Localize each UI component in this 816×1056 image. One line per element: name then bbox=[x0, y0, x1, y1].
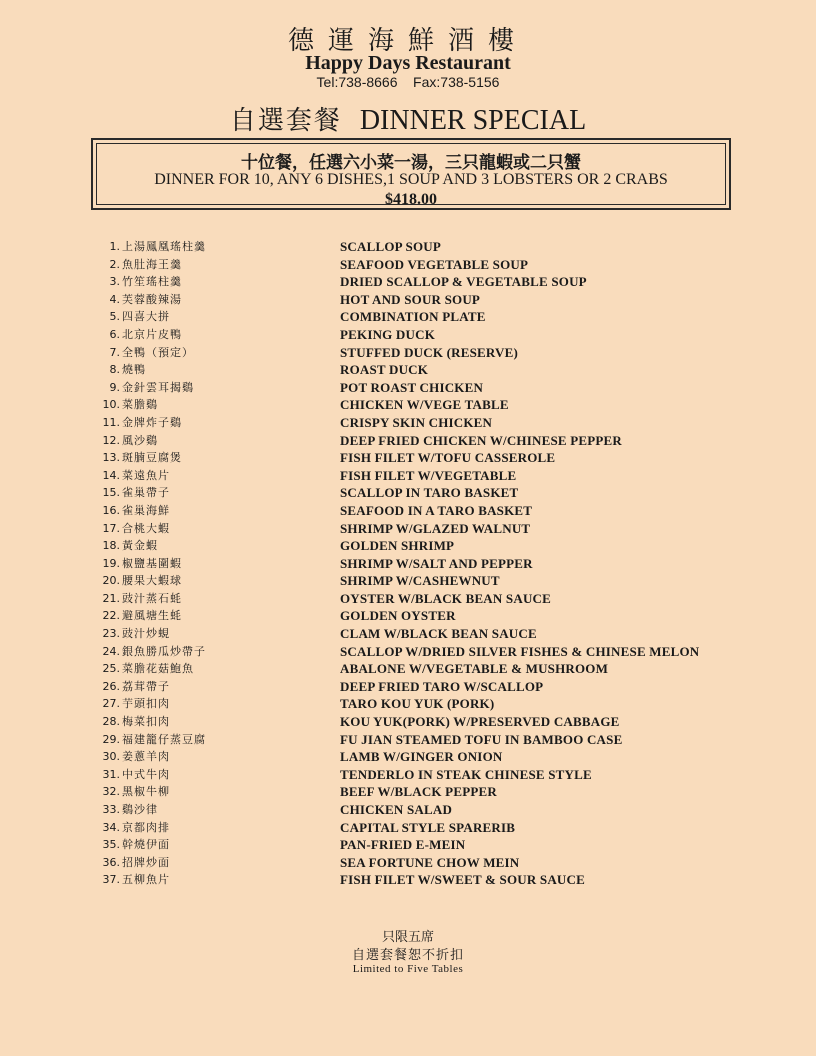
menu-item-en: FISH FILET W/SWEET & SOUR SAUCE bbox=[340, 872, 585, 888]
menu-item-number: 37. bbox=[102, 873, 120, 887]
menu-item-number: 10. bbox=[102, 398, 120, 412]
menu-item-cn: 鷄沙律 bbox=[122, 803, 158, 816]
menu-item-cn: 腰果大蝦球 bbox=[122, 574, 182, 588]
menu-item-en: DEEP FRIED TARO W/SCALLOP bbox=[340, 678, 544, 694]
menu-item-en: SCALLOP W/DRIED SILVER FISHES & CHINESE MELON bbox=[340, 643, 700, 659]
menu-item-en: CHICKEN W/VEGE TABLE bbox=[340, 397, 509, 413]
menu-item-number: 8. bbox=[109, 363, 120, 377]
menu-item-en: PAN-FRIED E-MEIN bbox=[340, 837, 466, 853]
menu-item-number: 18. bbox=[102, 539, 120, 553]
menu-item-en: POT ROAST CHICKEN bbox=[340, 379, 484, 395]
menu-item bbox=[96, 273, 736, 291]
menu-item-cn: 菜膽花菇鮑魚 bbox=[122, 662, 194, 676]
menu-item-number: 27. bbox=[102, 697, 120, 711]
menu-item bbox=[96, 344, 736, 362]
menu-item-en: GOLDEN SHRIMP bbox=[340, 538, 455, 554]
menu-item-en: SHRIMP W/CASHEWNUT bbox=[340, 573, 500, 589]
menu-item-number: 12. bbox=[102, 433, 120, 447]
menu-item-cn: 四喜大拼 bbox=[122, 310, 170, 324]
menu-item-en: LAMB W/GINGER ONION bbox=[340, 749, 503, 765]
menu-item-cn: 豉汁蒸石蚝 bbox=[122, 591, 182, 605]
special-title-en: DINNER SPECIAL bbox=[359, 105, 587, 136]
menu-item bbox=[96, 660, 736, 678]
menu-item-cn: 全鴨（預定） bbox=[122, 345, 194, 359]
menu-item-number: 14. bbox=[102, 468, 120, 482]
menu-item-cn: 五柳魚片 bbox=[122, 873, 170, 887]
special-title-cn: 自選套餐 bbox=[229, 106, 342, 136]
menu-item-en: COMBINATION PLATE bbox=[340, 309, 486, 325]
menu-item bbox=[96, 713, 736, 731]
deal-en: DINNER FOR 10, ANY 6 DISHES,1 SOUP AND 3 LOBSTERS OR 2 CRABS bbox=[154, 171, 668, 188]
menu-item-en: TARO KOU YUK (PORK) bbox=[340, 696, 495, 712]
footer-limit-cn: 只限五席 bbox=[381, 930, 434, 945]
menu-item-number: 20. bbox=[102, 574, 120, 588]
menu-item-cn: 荔茸帶子 bbox=[122, 679, 170, 693]
menu-item-cn: 招牌炒面 bbox=[122, 855, 170, 869]
menu-item-cn: 幹燒伊面 bbox=[122, 838, 170, 852]
menu-item bbox=[96, 854, 736, 872]
menu-item-cn: 金牌炸子鷄 bbox=[122, 415, 182, 429]
menu-item-number: 5. bbox=[109, 310, 120, 324]
menu-item-en: SEA FORTUNE CHOW MEIN bbox=[340, 854, 520, 870]
menu-item-cn: 中式牛肉 bbox=[122, 767, 170, 781]
menu-item bbox=[96, 555, 736, 573]
menu-item-cn: 竹笙瑤柱羹 bbox=[122, 275, 182, 289]
menu-item-en: CLAM W/BLACK BEAN SAUCE bbox=[340, 626, 537, 642]
menu-item-number: 36. bbox=[102, 855, 120, 869]
menu-list bbox=[96, 238, 736, 889]
menu-item-cn: 椒鹽基圍蝦 bbox=[122, 556, 182, 570]
menu-item-cn: 芙蓉酸辣湯 bbox=[122, 292, 182, 306]
menu-item-number: 34. bbox=[102, 820, 120, 834]
menu-item-number: 22. bbox=[102, 609, 120, 623]
menu-item-number: 1. bbox=[109, 240, 120, 253]
menu-item-number: 24. bbox=[102, 644, 120, 658]
menu-item-en: GOLDEN OYSTER bbox=[340, 608, 456, 624]
menu-item-number: 6. bbox=[109, 327, 120, 341]
menu-item-cn: 雀巢帶子 bbox=[122, 486, 170, 500]
menu-item bbox=[96, 643, 736, 661]
menu-item-cn: 芋頭扣肉 bbox=[122, 697, 170, 711]
deal-cn: 十位餐，任選六小菜一湯，三只龍蝦或二只蟹 bbox=[241, 153, 581, 173]
menu-item-cn: 上湯鳳凰瑤柱羹 bbox=[122, 240, 206, 253]
menu-item-cn: 福建籠仔蒸豆腐 bbox=[122, 732, 206, 746]
deal-box-inner bbox=[96, 143, 726, 208]
menu-item-number: 23. bbox=[102, 627, 120, 641]
menu-item bbox=[96, 731, 736, 749]
menu-item-number: 29. bbox=[102, 732, 120, 746]
menu-item bbox=[96, 801, 736, 819]
menu-item-number: 3. bbox=[109, 275, 120, 289]
deal-box bbox=[91, 138, 731, 210]
menu-item-cn: 京都肉排 bbox=[122, 820, 170, 834]
menu-item bbox=[96, 379, 736, 397]
menu-item-en: SCALLOP SOUP bbox=[340, 239, 442, 254]
contact-info: Tel:738-8666 Fax:738-5156 bbox=[316, 74, 500, 90]
menu-item-cn: 燒鴨 bbox=[122, 363, 146, 377]
menu-item-number: 26. bbox=[102, 679, 120, 693]
menu-item-cn: 雀巢海鮮 bbox=[122, 503, 170, 517]
menu-item bbox=[96, 871, 736, 889]
menu-item-number: 9. bbox=[109, 380, 120, 394]
menu-item bbox=[96, 361, 736, 379]
menu-item-cn: 梅菜扣肉 bbox=[122, 715, 170, 729]
menu-item-number: 25. bbox=[102, 662, 120, 676]
menu-item-en: DRIED SCALLOP & VEGETABLE SOUP bbox=[340, 274, 587, 290]
menu-item-number: 21. bbox=[102, 591, 120, 605]
restaurant-name-en: Happy Days Restaurant bbox=[305, 52, 511, 74]
menu-item-cn: 菜遠魚片 bbox=[122, 468, 170, 482]
menu-item-number: 30. bbox=[102, 750, 120, 764]
menu-item-en: SCALLOP IN TARO BASKET bbox=[340, 485, 519, 501]
menu-item-number: 33. bbox=[102, 803, 120, 816]
restaurant-name-cn: 德運海鮮酒樓 bbox=[287, 26, 528, 56]
menu-item-en: HOT AND SOUR SOUP bbox=[340, 291, 481, 307]
menu-item bbox=[96, 678, 736, 696]
menu-item-en: PEKING DUCK bbox=[340, 326, 436, 342]
menu-item-cn: 合桃大蝦 bbox=[122, 521, 170, 535]
menu-item bbox=[96, 238, 736, 256]
menu-item-cn: 銀魚勝瓜炒帶子 bbox=[122, 644, 206, 658]
menu-item-en: TENDERLO IN STEAK CHINESE STYLE bbox=[340, 766, 592, 782]
menu-item-cn: 斑腩豆腐煲 bbox=[122, 451, 182, 465]
menu-item-number: 28. bbox=[102, 715, 120, 729]
menu-item bbox=[96, 783, 736, 801]
menu-item-number: 32. bbox=[102, 785, 120, 799]
menu-item-cn: 魚肚海王羹 bbox=[122, 257, 182, 271]
menu-item-cn: 黃金蝦 bbox=[122, 539, 158, 553]
menu-item-number: 4. bbox=[109, 292, 120, 306]
menu-item-en: FU JIAN STEAMED TOFU IN BAMBOO CASE bbox=[340, 731, 623, 747]
menu-item-number: 16. bbox=[102, 503, 120, 517]
menu-item-number: 17. bbox=[102, 521, 120, 535]
menu-item-cn: 豉汁炒蜆 bbox=[122, 627, 170, 641]
menu-item-en: SHRIMP W/SALT AND PEPPER bbox=[340, 555, 533, 571]
footer-no-discount-cn: 自選套餐恕不折扣 bbox=[351, 948, 464, 963]
menu-item-number: 31. bbox=[102, 767, 120, 781]
menu-item-en: SHRIMP W/GLAZED WALNUT bbox=[340, 520, 531, 536]
menu-item bbox=[96, 467, 736, 485]
menu-item-cn: 風沙鷄 bbox=[122, 433, 158, 447]
menu-item-cn: 姜蔥羊肉 bbox=[122, 750, 170, 764]
menu-item bbox=[96, 590, 736, 608]
deal-price: $418.00 bbox=[385, 191, 437, 208]
menu-item-number: 11. bbox=[102, 415, 120, 429]
menu-item bbox=[96, 449, 736, 467]
menu-item bbox=[96, 414, 736, 432]
menu-item-number: 2. bbox=[109, 257, 120, 271]
menu-item-en: CAPITAL STYLE SPARERIB bbox=[340, 819, 516, 835]
menu-item-en: SEAFOOD VEGETABLE SOUP bbox=[340, 256, 529, 272]
menu-item bbox=[96, 484, 736, 502]
menu-item-cn: 北京片皮鴨 bbox=[122, 327, 182, 341]
menu-item-en: STUFFED DUCK (RESERVE) bbox=[340, 344, 519, 360]
footer-limit-en: Limited to Five Tables bbox=[352, 963, 464, 975]
menu-item bbox=[96, 326, 736, 344]
menu-item bbox=[96, 607, 736, 625]
menu-item-en: BEEF W/BLACK PEPPER bbox=[340, 784, 497, 800]
menu-item bbox=[96, 256, 736, 274]
menu-item-en: CHICKEN SALAD bbox=[340, 802, 453, 817]
menu-item-cn: 避風塘生蚝 bbox=[122, 609, 182, 623]
menu-item-en: ABALONE W/VEGETABLE & MUSHROOM bbox=[340, 661, 609, 677]
menu-item-number: 7. bbox=[109, 345, 120, 359]
menu-item bbox=[96, 766, 736, 784]
menu-item-en: OYSTER W/BLACK BEAN SAUCE bbox=[340, 590, 552, 606]
menu-item bbox=[96, 520, 736, 538]
menu-item-number: 35. bbox=[102, 838, 120, 852]
menu-item bbox=[96, 748, 736, 766]
menu-item bbox=[96, 537, 736, 555]
menu-item bbox=[96, 396, 736, 414]
menu-item-en: DEEP FRIED CHICKEN W/CHINESE PEPPER bbox=[340, 432, 622, 448]
menu-item bbox=[96, 836, 736, 854]
menu-item-en: CRISPY SKIN CHICKEN bbox=[340, 414, 493, 430]
menu-item-number: 13. bbox=[102, 451, 120, 465]
menu-item-cn: 金針雲耳揭鷄 bbox=[122, 380, 194, 394]
menu-item-en: SEAFOOD IN A TARO BASKET bbox=[340, 502, 533, 518]
menu-item-en: KOU YUK(PORK) W/PRESERVED CABBAGE bbox=[340, 714, 620, 730]
menu-item-cn: 黑椒牛柳 bbox=[122, 785, 170, 799]
menu-item bbox=[96, 819, 736, 837]
menu-item-number: 15. bbox=[102, 486, 120, 500]
menu-item-en: FISH FILET W/VEGETABLE bbox=[340, 467, 517, 483]
menu-item bbox=[96, 572, 736, 590]
menu-item-en: FISH FILET W/TOFU CASSEROLE bbox=[340, 450, 556, 466]
menu-item bbox=[96, 291, 736, 309]
special-title bbox=[0, 100, 816, 137]
menu-item-en: ROAST DUCK bbox=[340, 362, 429, 378]
menu-item bbox=[96, 502, 736, 520]
menu-item-number: 19. bbox=[102, 556, 120, 570]
menu-item bbox=[96, 432, 736, 450]
menu-item bbox=[96, 308, 736, 326]
menu-item bbox=[96, 625, 736, 643]
menu-item-cn: 菜膽鷄 bbox=[122, 398, 158, 412]
menu-item bbox=[96, 695, 736, 713]
